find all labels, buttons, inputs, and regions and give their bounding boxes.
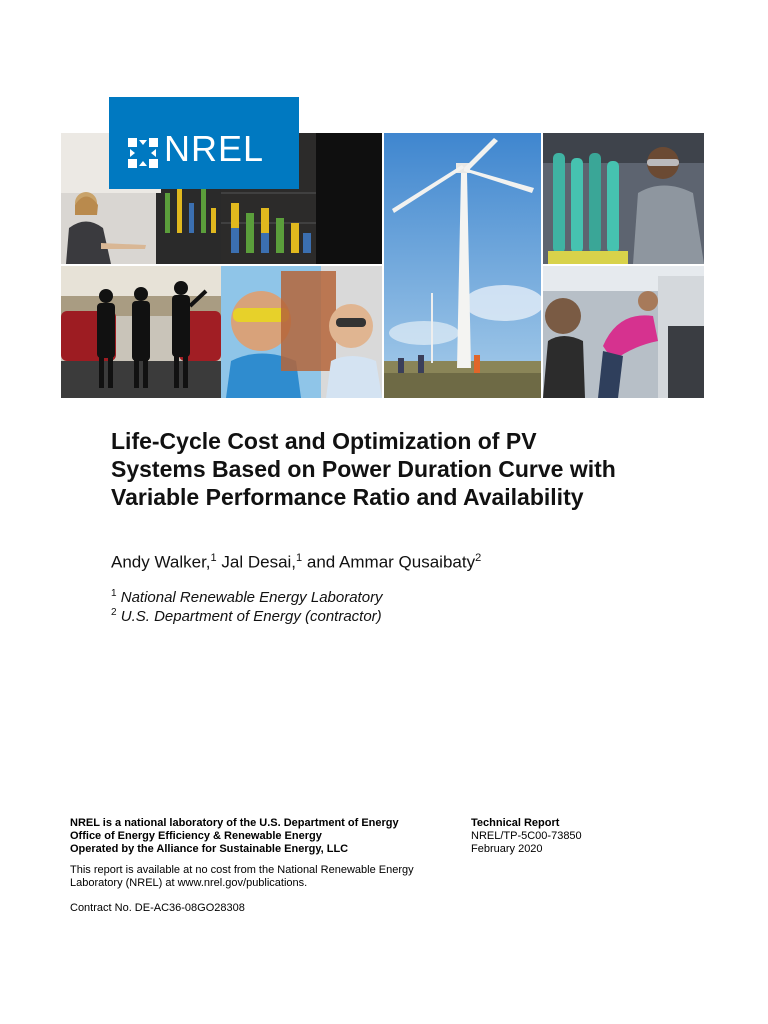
contract-number: Contract No. DE-AC36-08GO28308 bbox=[70, 902, 245, 914]
footer-lab-info bbox=[70, 817, 460, 915]
lab-office: Office of Energy Efficiency & Renewable Energy bbox=[70, 830, 322, 842]
author-name: and Ammar Qusaibaty bbox=[306, 552, 476, 572]
lab-operator: Operated by the Alliance for Sustainable Energy, LLC bbox=[70, 843, 349, 855]
author-affiliation-mark: 1 bbox=[296, 552, 303, 564]
footer-report-info bbox=[471, 817, 582, 856]
photo-scientist-test-tubes bbox=[543, 133, 704, 264]
affiliation-number: 1 bbox=[111, 588, 117, 599]
report-type: Technical Report bbox=[471, 817, 560, 829]
author-affiliation-mark: 1 bbox=[210, 552, 217, 564]
lab-statement: NREL is a national laboratory of the U.S. Department of Energy bbox=[70, 817, 399, 829]
report-date: February 2020 bbox=[471, 843, 543, 855]
affiliation-1 bbox=[111, 588, 383, 606]
affiliation-2 bbox=[111, 607, 382, 625]
report-title: Life-Cycle Cost and Optimization of PV Systems Based on Power Duration Curve with Variable Performance Ratio and Availability bbox=[111, 428, 616, 510]
availability-note: This report is available at no cost from the National Renewable Energy Laboratory (NREL) at www.nrel.gov/publications. bbox=[70, 864, 414, 889]
author-name: Andy Walker, bbox=[111, 552, 211, 572]
affiliation-text: National Renewable Energy Laboratory bbox=[120, 589, 383, 606]
author-name: Jal Desai, bbox=[221, 552, 297, 572]
report-number: NREL/TP-5C00-73850 bbox=[471, 830, 582, 842]
affiliation-number: 2 bbox=[111, 607, 117, 618]
nrel-logo bbox=[109, 97, 299, 189]
photo-solar-eclipse-viewers bbox=[221, 266, 382, 398]
photo-researcher-equipment bbox=[543, 266, 704, 398]
author-line bbox=[111, 552, 481, 573]
author-affiliation-mark: 2 bbox=[475, 552, 482, 564]
photo-silhouettes-cars bbox=[61, 266, 221, 398]
nrel-logo-text: NREL bbox=[164, 128, 265, 169]
nrel-logo-mark-icon bbox=[128, 138, 158, 168]
photo-wind-turbine bbox=[384, 133, 541, 398]
affiliation-text: U.S. Department of Energy (contractor) bbox=[120, 608, 382, 625]
